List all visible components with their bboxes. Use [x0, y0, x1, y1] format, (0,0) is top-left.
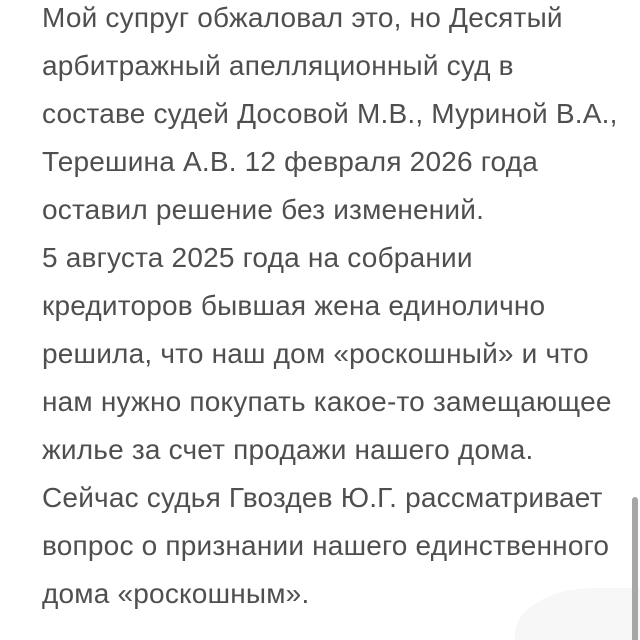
text-line: Сейчас судья Гвоздев Ю.Г. рассматривает [42, 482, 603, 513]
text-line: нам нужно покупать какое-то замещающее [42, 386, 612, 417]
text-line: жилье за счет продажи нашего дома. [42, 434, 534, 465]
document-text [42, 0, 618, 618]
text-line: оставил решение без изменений. [42, 194, 485, 225]
text-line: Терешина А.В. 12 февраля 2026 года [42, 146, 539, 177]
text-line: 5 августа 2025 года на собрании [42, 242, 473, 273]
text-line: решила, что наш дом «роскошный» и что [42, 338, 589, 369]
text-line: дома «роскошным». [42, 578, 310, 609]
text-line: составе судей Досовой М.В., Муриной В.А., [42, 98, 618, 129]
text-line: кредиторов бывшая жена единолично [42, 290, 546, 321]
text-line: Мой супруг обжаловал это, но Десятый [42, 2, 563, 33]
scrollbar-thumb[interactable] [632, 497, 638, 640]
text-line: арбитражный апелляционный суд в [42, 50, 514, 81]
text-line: вопрос о признании нашего единственного [42, 530, 610, 561]
